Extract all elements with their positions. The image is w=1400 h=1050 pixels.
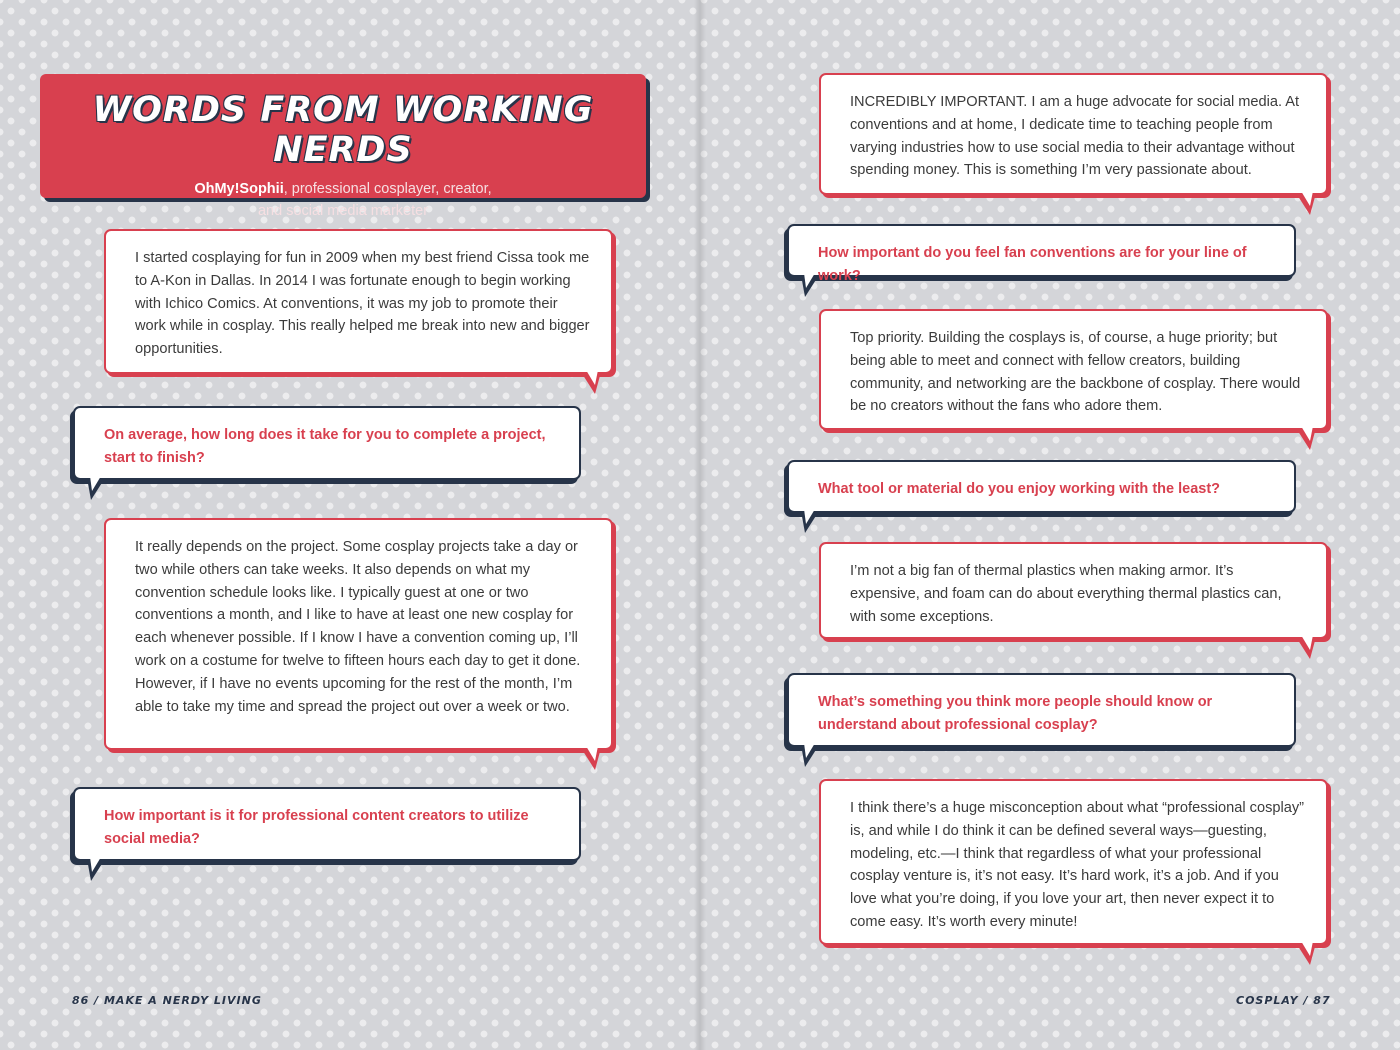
interviewee-credit: [40, 178, 646, 222]
question-bubble-4: [787, 460, 1296, 513]
answer-bubble-4: [819, 309, 1328, 430]
speech-tail: [1296, 943, 1316, 965]
question-bubble-2: [73, 787, 581, 861]
question-bubble-1: [73, 406, 581, 480]
answer-bubble-6: [819, 779, 1328, 945]
speech-tail: [87, 859, 105, 881]
answer-text-6: I think there’s a huge misconception about what “professional cosplay” is, and while I do think it can be defined several ways—guesting, modeling, etc.—I think that regardless of what your professional cosplay venture is, it’s not easy. It’s hard work, it’s a job. And if you love what you’re doing, if you love your art, then never expect it to come easy. It’s worth every minute!: [850, 800, 1305, 930]
speech-tail: [87, 478, 105, 500]
answer-bubble-3: [819, 73, 1328, 195]
answer-text-4: Top priority. Building the cosplays is, of course, a huge priority; but being able to meet and connect with fellow creators, building community, and networking are the backbone of cosplay. There would be no creators without the fans who adore them.: [850, 330, 1301, 415]
answer-text-1: I started cosplaying for fun in 2009 when my best friend Cissa took me to A-Kon in Dallas. In 2014 I was fortunate enough to begin working with Ichico Comics. At conventions, it was my job to promote their work while in cosplay. This really helped me break into new and bigger opportunities.: [135, 250, 590, 358]
speech-tail: [1296, 193, 1316, 215]
answer-text-3: INCREDIBLY IMPORTANT. I am a huge advocate for social media. At conventions and at home, I dedicate time to teaching people from varying industries how to use social media to their advantage without spending money. This is something I’m very passionate about.: [850, 94, 1300, 179]
interviewee-name: OhMy!Sophii: [194, 181, 284, 197]
answer-bubble-5: [819, 542, 1328, 639]
right-page: [700, 0, 1400, 1050]
question-text-1: On average, how long does it take for you to complete a project, start to finish?: [104, 427, 546, 466]
question-bubble-5: [787, 673, 1296, 747]
question-text-4: What tool or material do you enjoy working with the least?: [818, 481, 1221, 497]
page-footer-right: COSPLAY / 87: [1236, 994, 1331, 1007]
interviewee-role: , professional cosplayer, creator,: [283, 181, 492, 197]
speech-tail: [1296, 428, 1316, 450]
answer-bubble-1: [104, 229, 613, 374]
question-text-2: How important is it for professional content creators to utilize social media?: [104, 808, 529, 847]
page-footer-left: 86 / MAKE A NERDY LIVING: [72, 994, 262, 1007]
title-banner: [40, 74, 646, 219]
speech-tail: [801, 275, 819, 297]
section-title: WORDS FROM WORKING NERDS: [92, 90, 594, 170]
speech-tail: [581, 748, 601, 770]
speech-tail: [801, 511, 819, 533]
answer-text-5: I’m not a big fan of thermal plastics when making armor. It’s expensive, and foam can do about everything thermal plastics can, with some exceptions.: [850, 563, 1282, 625]
answer-bubble-2: [104, 518, 613, 750]
answer-text-2: It really depends on the project. Some cosplay projects take a day or two while others can take weeks. It also depends on what my convention schedule looks like. I typically guest at one or two conventions a month, and I like to have at least one new cosplay for each whenever possible. If I know I have a convention coming up, I’ll work on a costume for twelve to fifteen hours each day to get it done. However, if I have no events upcoming for the rest of the month, I’m able to take my time and spread the project out over a week or two.: [135, 539, 581, 715]
speech-tail: [581, 372, 601, 394]
question-bubble-3: [787, 224, 1296, 284]
speech-tail: [1296, 637, 1316, 659]
question-text-3: How important do you feel fan conventions are for your line of work?: [818, 245, 1247, 284]
interviewee-role-line2: and social media marketer: [257, 203, 429, 219]
speech-tail: [801, 745, 819, 767]
question-text-5: What’s something you think more people should know or understand about professional cosplay?: [818, 694, 1213, 733]
